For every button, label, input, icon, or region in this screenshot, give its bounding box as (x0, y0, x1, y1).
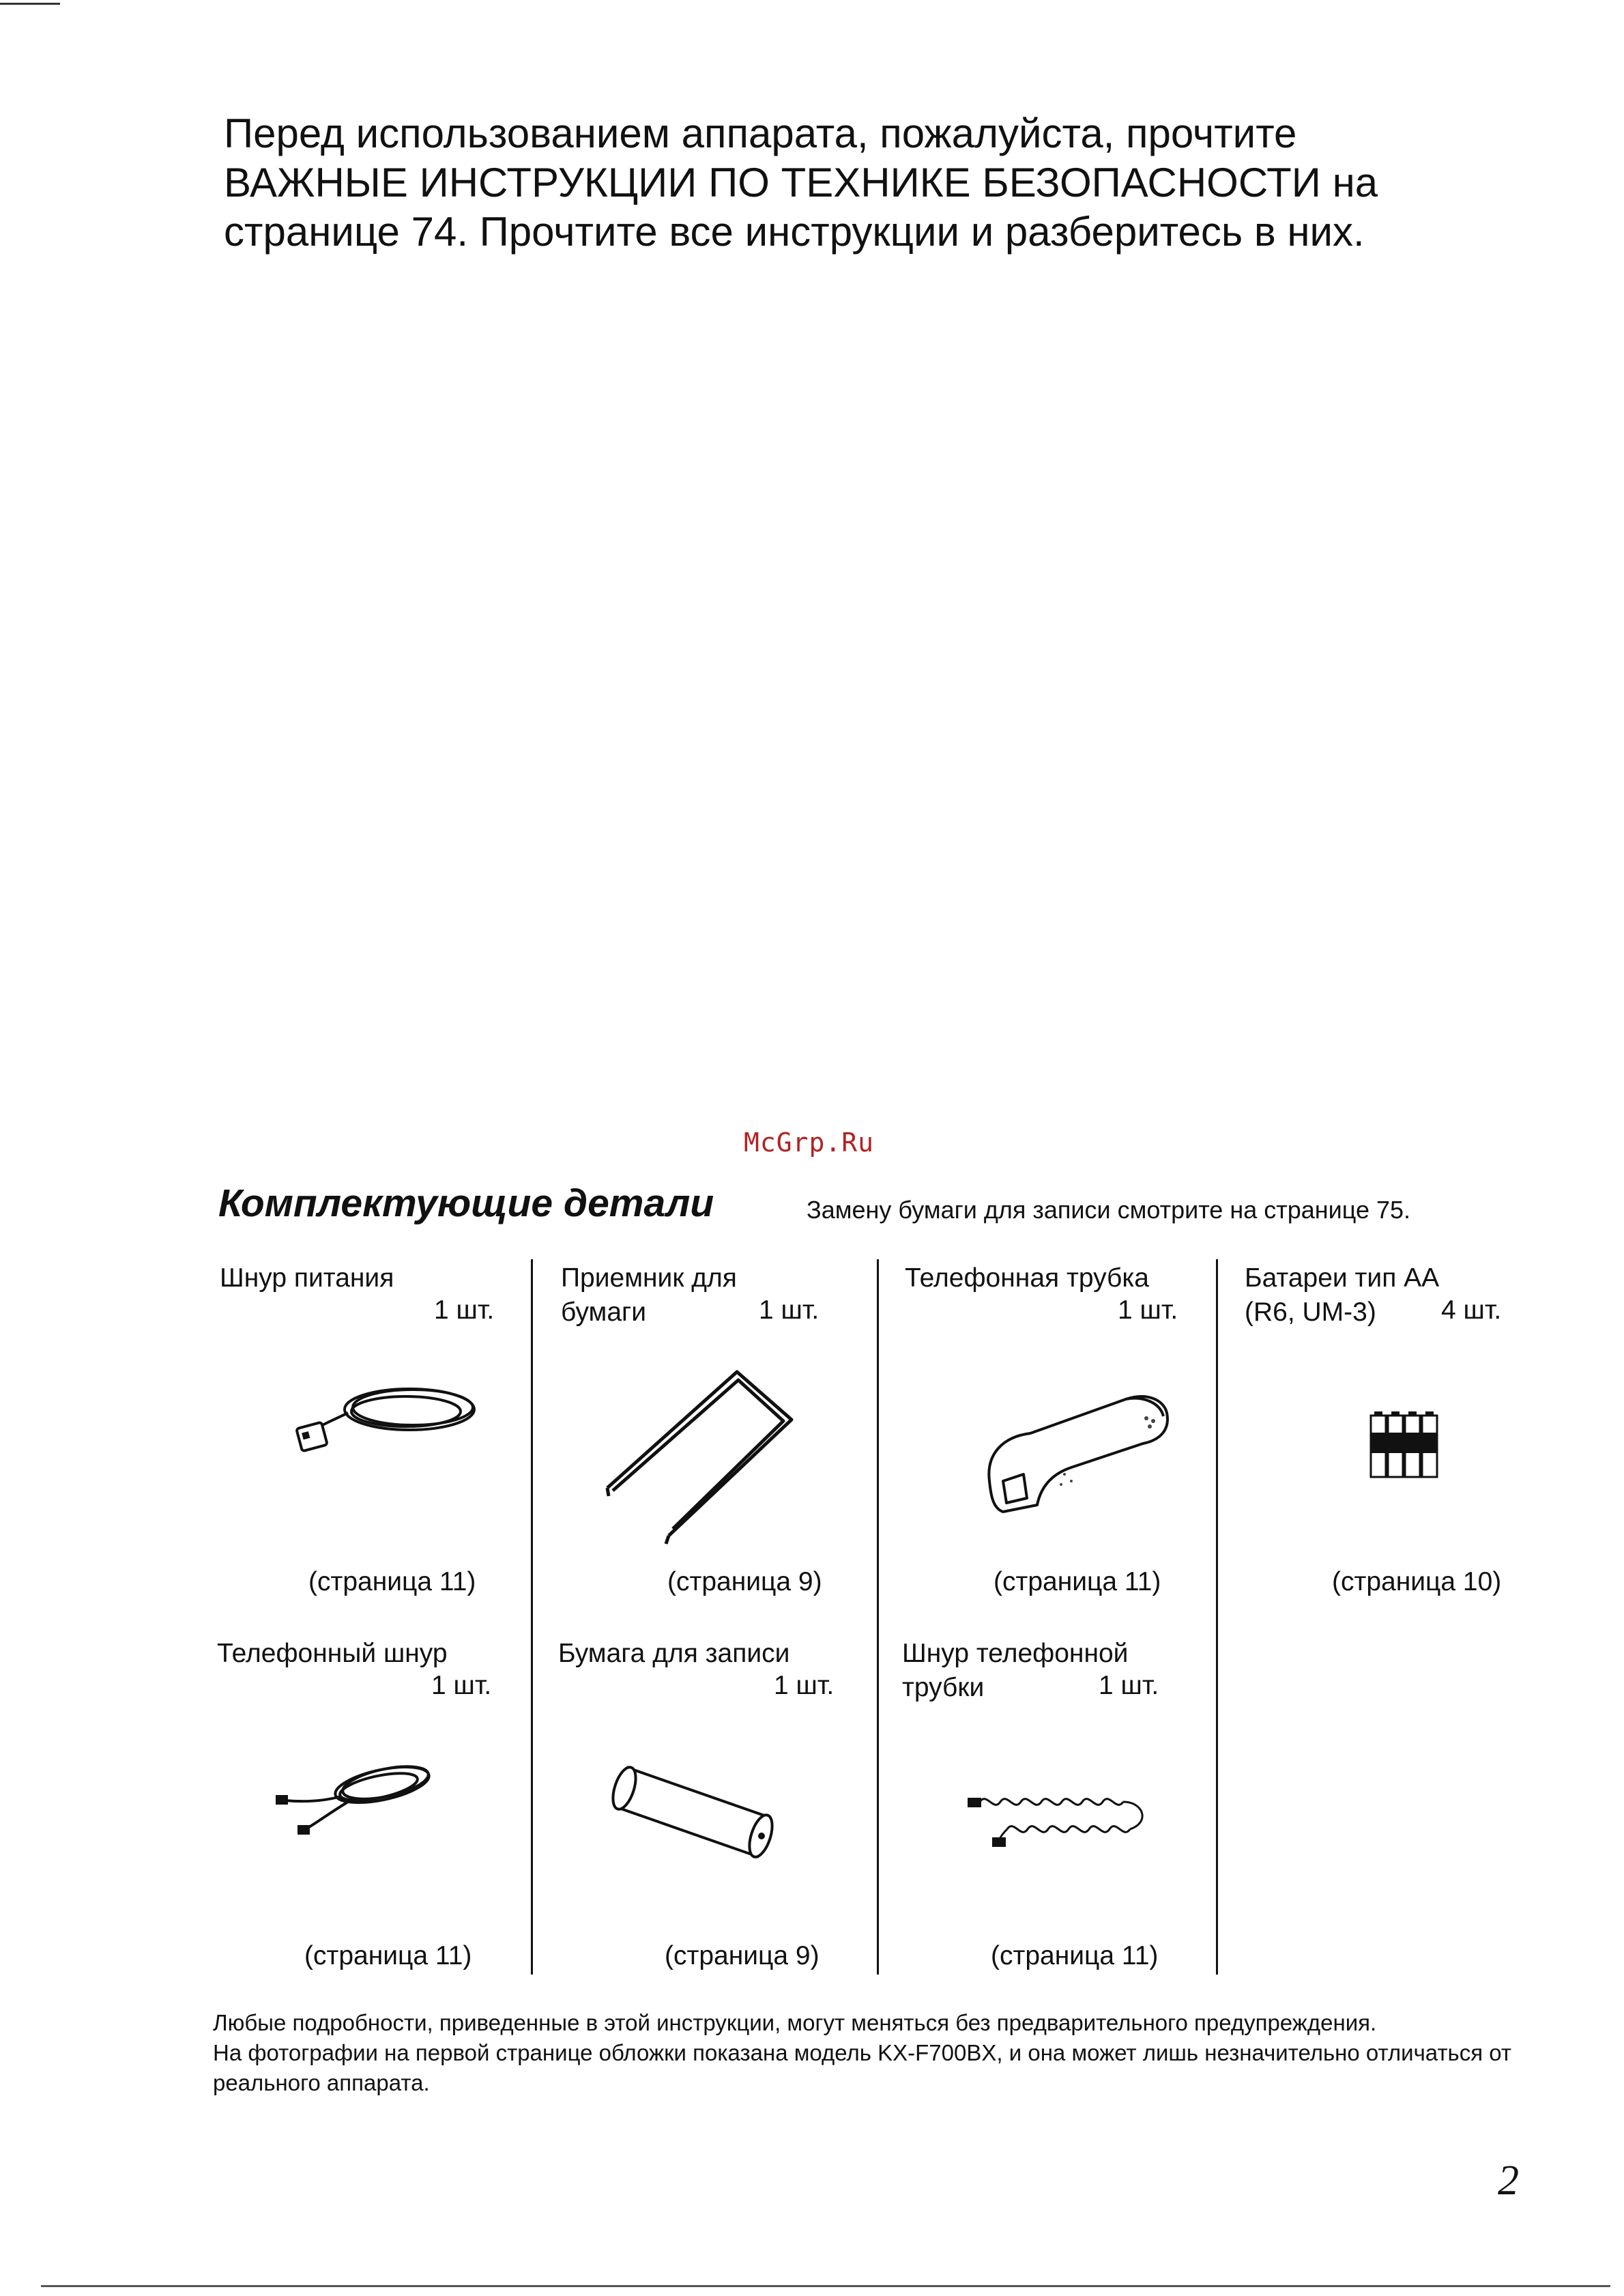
section-title: Комплектующие детали (218, 1181, 714, 1225)
handset-icon (976, 1379, 1180, 1515)
paper-holder-icon (600, 1365, 805, 1549)
item-page-ref: (страница 11) (991, 1941, 1159, 1970)
item-name: (R6, UM-3) (1245, 1297, 1376, 1327)
footer-note-2: На фотографии на первой странице обложки показана модель KX-F700BX, и она может лишь незначительно отличаться от реального аппарата. (213, 2040, 1512, 2095)
item-name: Телефонная трубка (905, 1263, 1149, 1293)
intro-line-1: Перед использованием аппарата, пожалуйста, прочтите (224, 111, 1297, 156)
item-name: Бумага для записи (558, 1639, 790, 1668)
scan-edge-mark (0, 3, 60, 5)
item-name: Приемник для (561, 1263, 737, 1293)
item-page-ref: (страница 10) (1332, 1567, 1502, 1596)
page-number: 2 (1498, 2157, 1519, 2204)
item-qty: 1 шт. (759, 1295, 820, 1325)
item-qty: 1 шт. (1118, 1295, 1178, 1325)
item-name: Шнур питания (220, 1263, 394, 1293)
coiled-cord-icon (966, 1775, 1157, 1863)
item-page-ref: (страница 9) (665, 1941, 820, 1970)
item-qty: 1 шт. (434, 1295, 495, 1325)
item-page-ref: (страница 11) (304, 1941, 472, 1970)
item-qty: 1 шт. (774, 1671, 835, 1700)
item-page-ref: (страница 9) (667, 1567, 822, 1596)
scan-bottom-edge (41, 2285, 1610, 2287)
item-page-ref: (страница 11) (308, 1567, 476, 1596)
column-divider (877, 1259, 879, 1975)
item-name: бумаги (561, 1297, 647, 1327)
power-cord-icon (293, 1372, 478, 1461)
paper-replace-note: Замену бумаги для записи смотрите на странице 75. (807, 1196, 1411, 1224)
paper-roll-icon (607, 1761, 785, 1863)
item-qty: 1 шт. (431, 1671, 492, 1700)
footer-note-1: Любые подробности, приведенные в этой инструкции, могут меняться без предварительного предупреждения. (213, 2010, 1377, 2035)
item-qty: 4 шт. (1441, 1295, 1502, 1325)
item-qty: 1 шт. (1099, 1671, 1159, 1700)
batteries-icon (1367, 1409, 1442, 1484)
intro-line-2: ВАЖНЫЕ ИНСТРУКЦИИ ПО ТЕХНИКЕ БЕЗОПАСНОСТИ на (224, 160, 1378, 205)
watermark: McGrp.Ru (744, 1128, 875, 1158)
footer-notes (213, 2008, 1523, 2098)
item-name: Батареи тип AA (1245, 1263, 1440, 1293)
telephone-cord-icon (273, 1754, 437, 1843)
item-name: Шнур телефонной (902, 1639, 1129, 1668)
column-divider (531, 1259, 533, 1975)
safety-intro (224, 109, 1561, 257)
intro-line-3: странице 74. Прочтите все инструкции и разберитесь в них. (224, 209, 1365, 255)
item-page-ref: (страница 11) (994, 1567, 1161, 1596)
item-name: трубки (902, 1673, 985, 1702)
column-divider (1216, 1259, 1218, 1975)
item-name: Телефонный шнур (217, 1639, 448, 1668)
